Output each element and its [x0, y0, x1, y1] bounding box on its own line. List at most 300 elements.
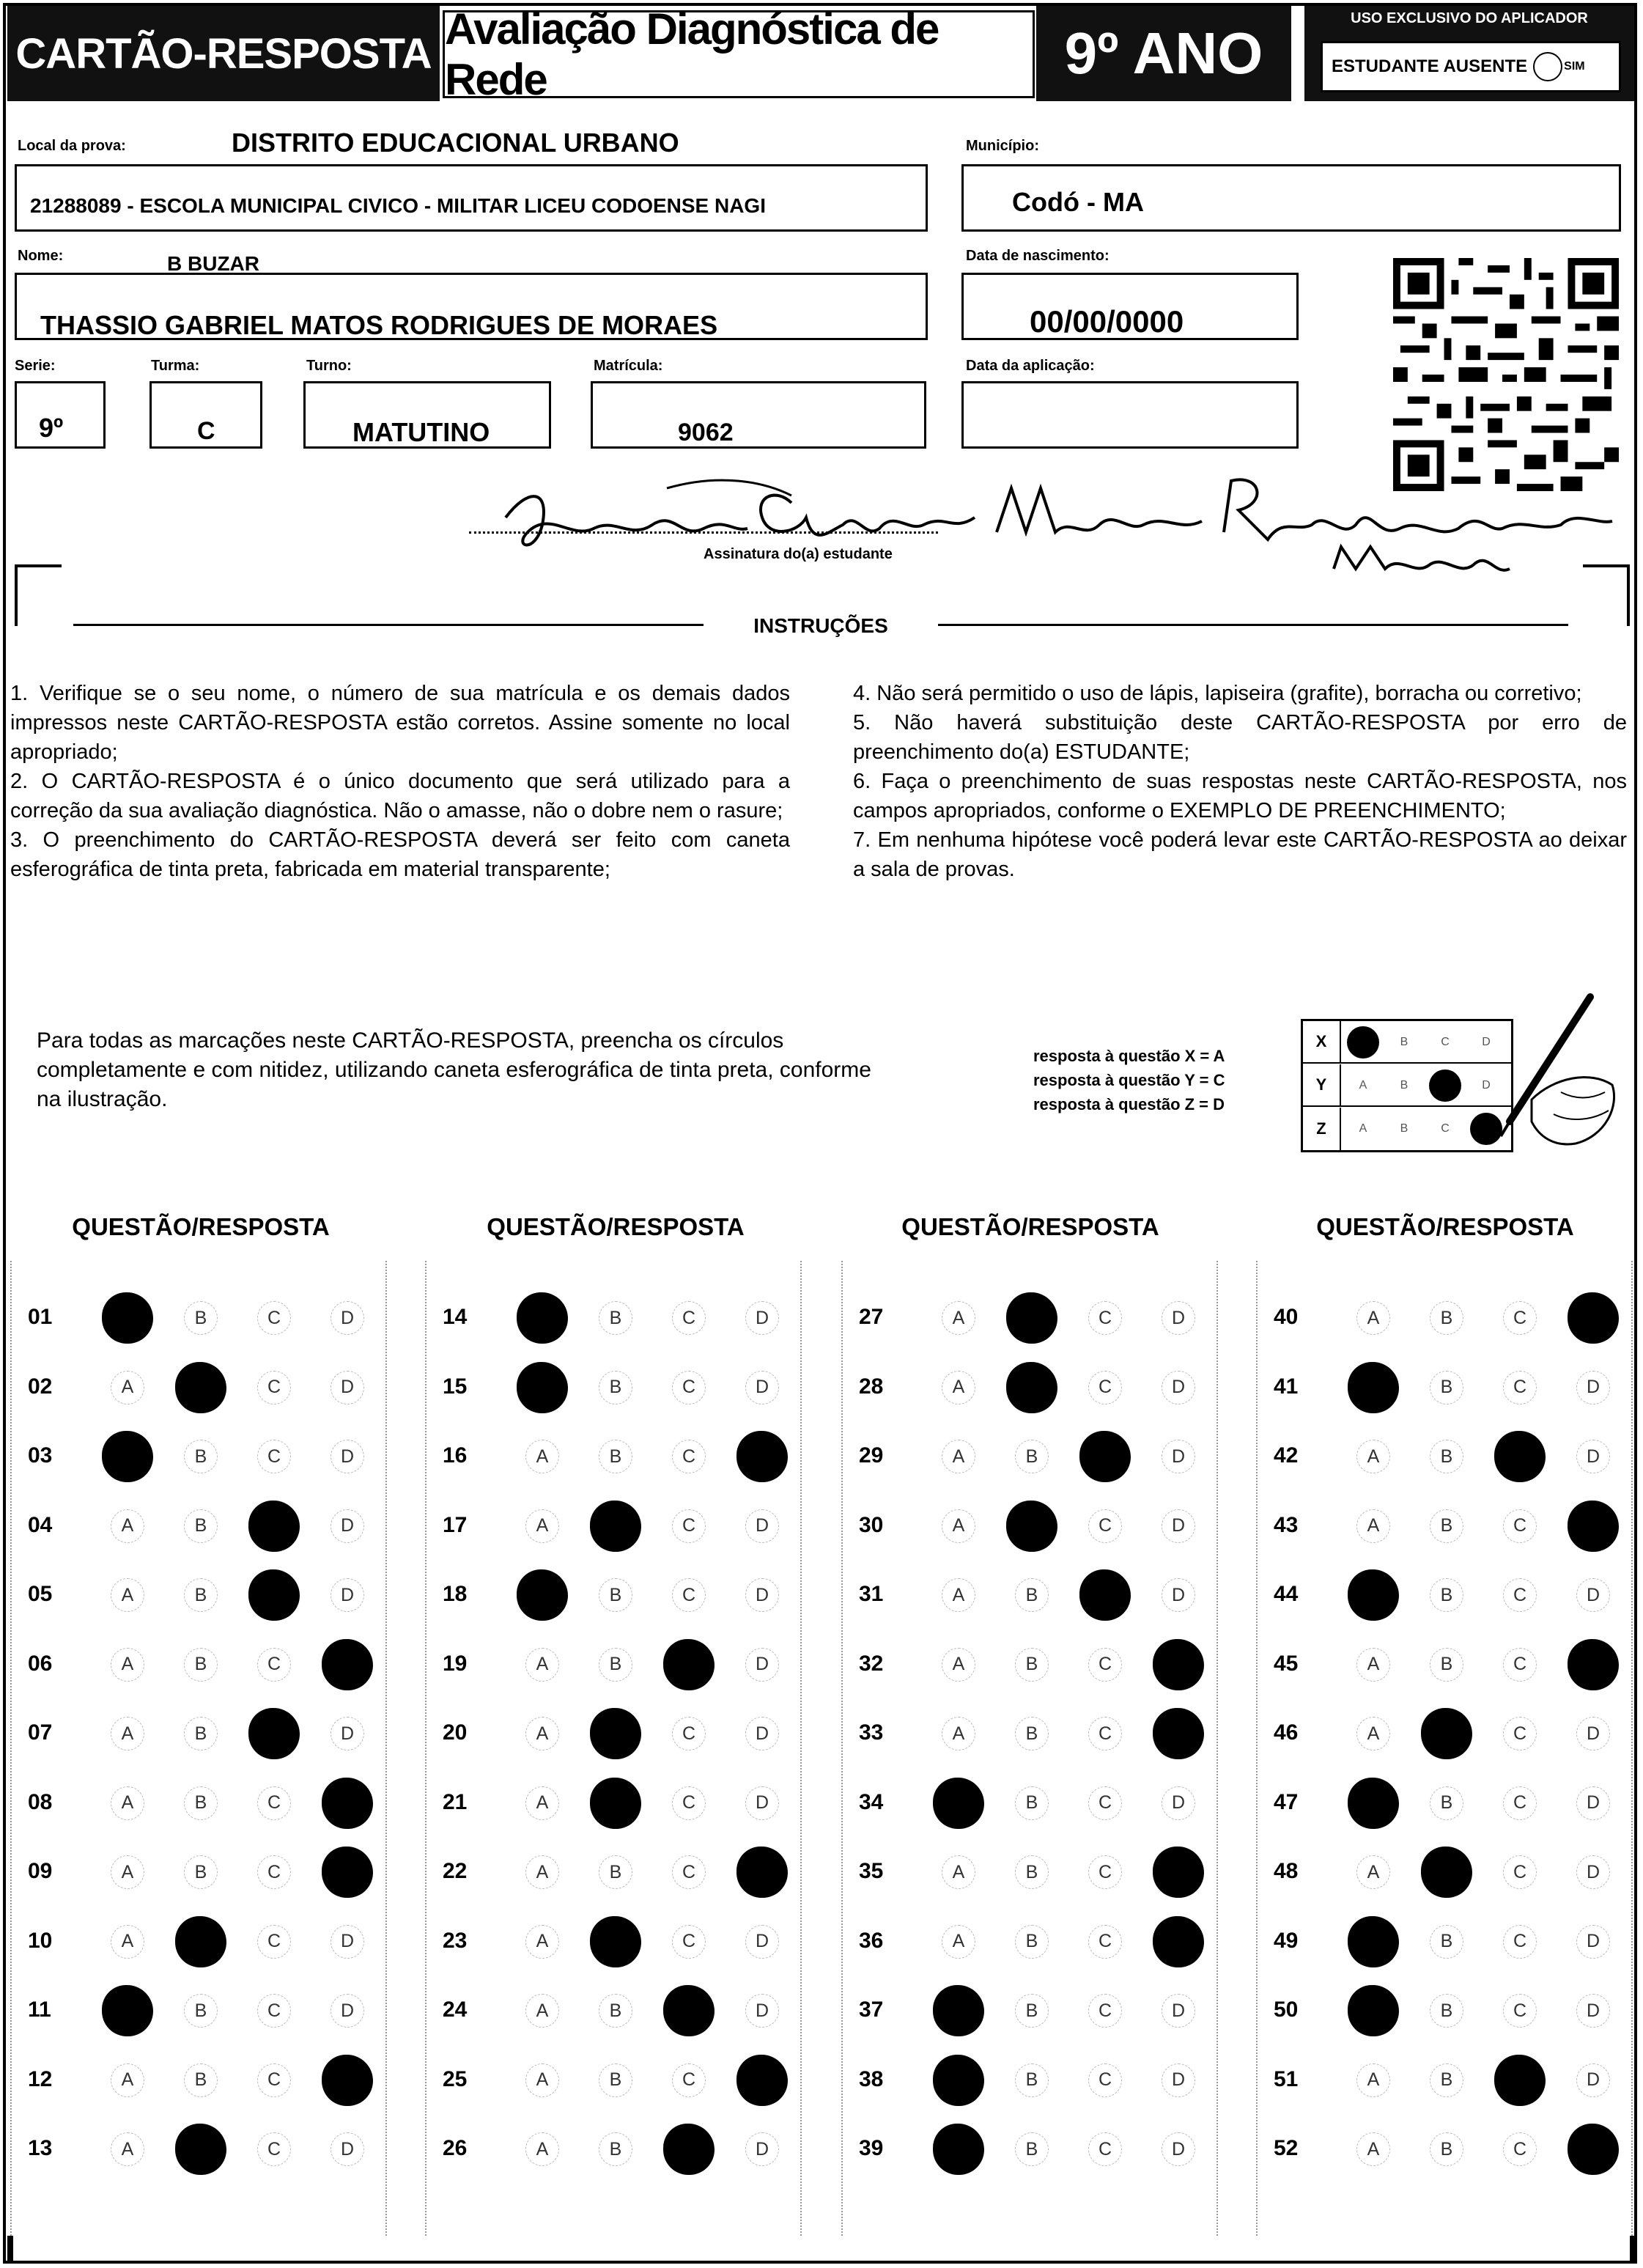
answer-bubble-35-d[interactable]	[1153, 1847, 1204, 1898]
answer-bubble-45-b[interactable]: B	[1430, 1648, 1463, 1682]
answer-bubble-01-a[interactable]	[102, 1292, 153, 1344]
answer-bubble-51-d[interactable]: D	[1576, 2063, 1610, 2097]
answer-bubble-11-b[interactable]: B	[184, 1994, 218, 2028]
answer-bubble-28-d[interactable]: D	[1162, 1371, 1195, 1404]
answer-bubble-15-d[interactable]: D	[745, 1371, 779, 1404]
answer-bubble-30-a[interactable]: A	[942, 1509, 975, 1543]
answer-bubble-50-a[interactable]	[1348, 1985, 1399, 2036]
answer-bubble-49-b[interactable]: B	[1430, 1925, 1463, 1959]
question-number: 43	[1274, 1512, 1299, 1537]
nascimento-box	[961, 273, 1299, 340]
turma-label: Turma:	[151, 358, 200, 374]
answer-bubble-32-a[interactable]: A	[942, 1648, 975, 1682]
answer-bubble-22-c[interactable]: C	[672, 1855, 706, 1889]
question-number: 41	[1274, 1374, 1299, 1399]
answer-bubble-28-c[interactable]: C	[1088, 1371, 1122, 1404]
answer-bubble-34-b[interactable]: B	[1015, 1786, 1049, 1820]
answer-bubble-52-a[interactable]: A	[1356, 2132, 1390, 2166]
answer-bubble-34-d[interactable]: D	[1162, 1786, 1195, 1820]
answer-bubble-37-a[interactable]	[933, 1985, 984, 2036]
answer-bubble-28-b[interactable]	[1006, 1362, 1057, 1413]
answer-bubble-49-c[interactable]: C	[1503, 1925, 1537, 1959]
question-number: 33	[859, 1720, 884, 1745]
answer-bubble-21-b[interactable]	[590, 1778, 641, 1829]
answer-bubble-45-a[interactable]: A	[1356, 1648, 1390, 1682]
question-number: 03	[28, 1443, 53, 1468]
answer-bubble-29-a[interactable]: A	[942, 1440, 975, 1473]
frame-corner-right	[1583, 564, 1630, 626]
answer-bubble-27-c[interactable]: C	[1088, 1301, 1122, 1335]
answer-bubble-46-c[interactable]: C	[1503, 1717, 1537, 1750]
answer-bubble-03-a[interactable]	[102, 1431, 153, 1482]
question-number: 13	[28, 2136, 53, 2160]
example-legend-x: resposta à questão X = A	[1033, 1047, 1225, 1065]
answer-bubble-52-c[interactable]: C	[1503, 2132, 1537, 2166]
answer-bubble-10-b[interactable]	[175, 1916, 226, 1967]
answer-bubble-06-c[interactable]: C	[257, 1648, 291, 1682]
answer-bubble-11-a[interactable]	[102, 1985, 153, 2036]
answer-bubble-09-c[interactable]: C	[257, 1855, 291, 1889]
question-number: 17	[443, 1512, 468, 1537]
answer-bubble-35-c[interactable]: C	[1088, 1855, 1122, 1889]
answer-bubble-44-a[interactable]	[1348, 1569, 1399, 1621]
instructions-right	[853, 679, 1627, 884]
answer-bubble-12-c[interactable]: C	[257, 2063, 291, 2097]
answer-bubble-19-b[interactable]: B	[599, 1648, 632, 1682]
answer-bubble-43-b[interactable]: B	[1430, 1509, 1463, 1543]
answer-bubble-25-b[interactable]: B	[599, 2063, 632, 2097]
question-number: 22	[443, 1859, 468, 1883]
question-number: 11	[28, 1998, 51, 2022]
nascimento-label: Data de nascimento:	[966, 248, 1110, 264]
answer-bubble-39-d[interactable]: D	[1162, 2132, 1195, 2166]
answer-bubble-25-c[interactable]: C	[672, 2063, 706, 2097]
answer-bubble-43-d[interactable]	[1568, 1501, 1619, 1552]
answer-bubble-15-a[interactable]	[517, 1362, 568, 1413]
question-number: 12	[28, 2066, 53, 2091]
question-number: 28	[859, 1374, 884, 1399]
municipio-label: Município:	[966, 138, 1039, 154]
answer-bubble-19-d[interactable]: D	[745, 1648, 779, 1682]
answer-bubble-51-b[interactable]: B	[1430, 2063, 1463, 2097]
question-number: 01	[28, 1305, 53, 1329]
answer-bubble-26-a[interactable]: A	[525, 2132, 559, 2166]
answer-bubble-01-b[interactable]: B	[184, 1301, 218, 1335]
absent-bubble[interactable]	[1533, 52, 1562, 81]
question-number: 49	[1274, 1928, 1299, 1953]
answer-bubble-24-b[interactable]: B	[599, 1994, 632, 2028]
answer-bubble-50-c[interactable]: C	[1503, 1994, 1537, 2028]
instruction-1: 1. Verifique se o seu nome, o número de sua matrícula e os demais dados impressos neste CARTÃO-RESPOSTA estão corretos. Assine somente no local apropriado;	[10, 682, 790, 764]
answer-bubble-35-a[interactable]: A	[942, 1855, 975, 1889]
column-title: QUESTÃO/RESPOSTA	[1316, 1213, 1574, 1240]
answer-bubble-33-b[interactable]: B	[1015, 1717, 1049, 1750]
answer-bubble-42-b[interactable]: B	[1430, 1440, 1463, 1473]
answer-bubble-24-c[interactable]	[663, 1985, 715, 2036]
question-number: 50	[1274, 1998, 1299, 2022]
answer-bubble-10-a[interactable]: A	[111, 1925, 144, 1959]
answer-bubble-16-c[interactable]: C	[672, 1440, 706, 1473]
absent-field	[1321, 41, 1621, 92]
answer-bubble-12-d[interactable]	[322, 2055, 373, 2106]
answer-bubble-46-d[interactable]: D	[1576, 1717, 1610, 1750]
answer-bubble-31-b[interactable]: B	[1015, 1578, 1049, 1612]
question-number: 52	[1274, 2136, 1299, 2160]
answer-bubble-19-a[interactable]: A	[525, 1648, 559, 1682]
answer-bubble-16-b[interactable]: B	[599, 1440, 632, 1473]
answer-bubble-13-a[interactable]: A	[111, 2132, 144, 2166]
answer-bubble-41-b[interactable]: B	[1430, 1371, 1463, 1404]
answer-bubble-13-b[interactable]	[175, 2124, 226, 2175]
example-bubble-c: C	[1441, 1036, 1450, 1048]
corner-mark-left	[7, 2236, 13, 2261]
answer-bubble-10-d[interactable]: D	[331, 1925, 364, 1959]
answer-bubble-23-d[interactable]: D	[745, 1925, 779, 1959]
instructions-title: INSTRUÇÕES	[753, 614, 888, 637]
answer-bubble-36-d[interactable]	[1153, 1916, 1204, 1967]
answer-bubble-08-c[interactable]: C	[257, 1786, 291, 1820]
answer-bubble-22-d[interactable]	[736, 1847, 788, 1898]
answer-bubble-03-d[interactable]: D	[331, 1440, 364, 1473]
answer-bubble-05-d[interactable]: D	[331, 1578, 364, 1612]
example-bubble-a: A	[1359, 1122, 1367, 1135]
answer-bubble-48-a[interactable]: A	[1356, 1855, 1390, 1889]
answer-bubble-25-d[interactable]	[736, 2055, 788, 2106]
column-title: QUESTÃO/RESPOSTA	[901, 1213, 1159, 1240]
answer-bubble-34-a[interactable]	[933, 1778, 984, 1829]
answer-bubble-02-d[interactable]: D	[331, 1371, 364, 1404]
answer-bubble-36-a[interactable]: A	[942, 1925, 975, 1959]
answer-bubble-10-c[interactable]: C	[257, 1925, 291, 1959]
answer-bubble-13-d[interactable]: D	[331, 2132, 364, 2166]
question-number: 23	[443, 1928, 468, 1953]
answer-bubble-28-a[interactable]: A	[942, 1371, 975, 1404]
local-value: DISTRITO EDUCACIONAL URBANO	[232, 128, 679, 158]
aplicacao-label: Data da aplicação:	[966, 358, 1095, 374]
answer-bubble-49-d[interactable]: D	[1576, 1925, 1610, 1959]
answer-bubble-48-d[interactable]: D	[1576, 1855, 1610, 1889]
question-number: 38	[859, 2066, 884, 2091]
column-title: QUESTÃO/RESPOSTA	[72, 1213, 330, 1240]
corner-mark-right	[1630, 2236, 1636, 2261]
answer-bubble-14-a[interactable]	[517, 1292, 568, 1344]
answer-bubble-18-a[interactable]	[517, 1569, 568, 1621]
answer-bubble-35-b[interactable]: B	[1015, 1855, 1049, 1889]
answer-bubble-51-a[interactable]: A	[1356, 2063, 1390, 2097]
nascimento-value: 00/00/0000	[1030, 304, 1184, 339]
example-legend	[1033, 1044, 1225, 1116]
answer-bubble-24-a[interactable]: A	[525, 1994, 559, 2028]
school-value: 21288089 - ESCOLA MUNICIPAL CIVICO - MILITAR LICEU CODOENSE NAGI	[30, 194, 766, 217]
answer-bubble-48-b[interactable]	[1421, 1847, 1472, 1898]
instructions-left	[10, 679, 790, 884]
answer-bubble-17-c[interactable]: C	[672, 1509, 706, 1543]
instruction-7: 7. Em nenhuma hipótese você poderá levar este CARTÃO-RESPOSTA ao deixar a sala de provas.	[853, 828, 1627, 881]
answer-bubble-33-a[interactable]: A	[942, 1717, 975, 1750]
answer-bubble-31-d[interactable]: D	[1162, 1578, 1195, 1612]
answer-bubble-37-d[interactable]: D	[1162, 1994, 1195, 2028]
absent-label: ESTUDANTE AUSENTE	[1332, 56, 1528, 76]
question-number: 46	[1274, 1720, 1299, 1745]
answer-bubble-45-c[interactable]: C	[1503, 1648, 1537, 1682]
answer-bubble-02-c[interactable]: C	[257, 1371, 291, 1404]
example-key: X	[1303, 1021, 1341, 1062]
answer-bubble-07-d[interactable]: D	[331, 1717, 364, 1750]
question-number: 15	[443, 1374, 468, 1399]
example-bubble-d: D	[1482, 1036, 1491, 1048]
question-number: 02	[28, 1374, 53, 1399]
answer-bubble-38-b[interactable]: B	[1015, 2063, 1049, 2097]
answer-bubble-20-d[interactable]: D	[745, 1717, 779, 1750]
school-box	[15, 164, 928, 232]
answer-bubble-07-c[interactable]	[248, 1708, 300, 1759]
question-number: 27	[859, 1305, 884, 1329]
answer-bubble-40-d[interactable]	[1568, 1292, 1619, 1344]
answer-bubble-38-d[interactable]: D	[1162, 2063, 1195, 2097]
instructions-rule-right	[938, 624, 1568, 626]
answer-bubble-41-d[interactable]: D	[1576, 1371, 1610, 1404]
answer-bubble-14-b[interactable]: B	[599, 1301, 632, 1335]
answer-bubble-43-c[interactable]: C	[1503, 1509, 1537, 1543]
answer-bubble-01-d[interactable]: D	[331, 1301, 364, 1335]
answer-bubble-20-b[interactable]	[590, 1708, 641, 1759]
question-number: 34	[859, 1789, 884, 1814]
answer-bubble-18-b[interactable]: B	[599, 1578, 632, 1612]
answer-bubble-09-a[interactable]: A	[111, 1855, 144, 1889]
qr-code-icon	[1392, 258, 1620, 491]
municipio-value: Codó - MA	[1012, 187, 1144, 217]
answer-bubble-45-d[interactable]	[1568, 1639, 1619, 1690]
answer-bubble-50-b[interactable]: B	[1430, 1994, 1463, 2028]
pen-hand-icon	[1480, 990, 1627, 1166]
answer-bubble-40-b[interactable]: B	[1430, 1301, 1463, 1335]
answer-bubble-29-b[interactable]: B	[1015, 1440, 1049, 1473]
answer-bubble-01-c[interactable]: C	[257, 1301, 291, 1335]
answer-bubble-17-a[interactable]: A	[525, 1509, 559, 1543]
answer-bubble-05-a[interactable]: A	[111, 1578, 144, 1612]
local-label: Local da prova:	[18, 138, 126, 154]
answer-bubble-43-a[interactable]: A	[1356, 1509, 1390, 1543]
answer-bubble-26-b[interactable]: B	[599, 2132, 632, 2166]
answer-bubble-52-b[interactable]: B	[1430, 2132, 1463, 2166]
answer-bubble-50-d[interactable]: D	[1576, 1994, 1610, 2028]
question-number: 35	[859, 1859, 884, 1883]
answer-bubble-27-a[interactable]: A	[942, 1301, 975, 1335]
answer-bubble-04-c[interactable]	[248, 1501, 300, 1552]
answer-bubble-29-c[interactable]	[1079, 1431, 1131, 1482]
answer-bubble-24-d[interactable]: D	[745, 1994, 779, 2028]
answer-bubble-12-b[interactable]: B	[184, 2063, 218, 2097]
question-number: 25	[443, 2066, 468, 2091]
question-number: 48	[1274, 1859, 1299, 1883]
question-number: 44	[1274, 1582, 1299, 1606]
answer-bubble-19-c[interactable]	[663, 1639, 715, 1690]
answer-bubble-39-b[interactable]: B	[1015, 2132, 1049, 2166]
answer-bubble-02-a[interactable]: A	[111, 1371, 144, 1404]
example-legend-y: resposta à questão Y = C	[1033, 1071, 1225, 1089]
answer-bubble-42-c[interactable]	[1494, 1431, 1546, 1482]
answer-bubble-46-a[interactable]: A	[1356, 1717, 1390, 1750]
answer-bubble-22-b[interactable]: B	[599, 1855, 632, 1889]
answer-bubble-31-a[interactable]: A	[942, 1578, 975, 1612]
answer-bubble-20-c[interactable]: C	[672, 1717, 706, 1750]
matricula-box	[591, 381, 926, 449]
answer-bubble-05-b[interactable]: B	[184, 1578, 218, 1612]
applicator-box	[1304, 6, 1634, 101]
matricula-label: Matrícula:	[594, 358, 663, 374]
answer-bubble-09-b[interactable]: B	[184, 1855, 218, 1889]
answer-bubble-02-b[interactable]	[175, 1362, 226, 1413]
answer-bubble-09-d[interactable]	[322, 1847, 373, 1898]
answer-bubble-44-c[interactable]: C	[1503, 1578, 1537, 1612]
answer-bubble-23-a[interactable]: A	[525, 1925, 559, 1959]
answer-bubble-33-c[interactable]: C	[1088, 1717, 1122, 1750]
answer-bubble-40-a[interactable]: A	[1356, 1301, 1390, 1335]
answer-bubble-32-b[interactable]: B	[1015, 1648, 1049, 1682]
answer-bubble-14-c[interactable]: C	[672, 1301, 706, 1335]
answer-bubble-41-c[interactable]: C	[1503, 1371, 1537, 1404]
answer-bubble-18-c[interactable]: C	[672, 1578, 706, 1612]
answer-bubble-37-b[interactable]: B	[1015, 1994, 1049, 2028]
serie-box	[15, 381, 106, 449]
answer-bubble-16-a[interactable]: A	[525, 1440, 559, 1473]
signature-label: Assinatura do(a) estudante	[704, 546, 893, 562]
answer-bubble-42-d[interactable]: D	[1576, 1440, 1610, 1473]
answer-bubble-21-a[interactable]: A	[525, 1786, 559, 1820]
answer-bubble-52-d[interactable]	[1568, 2124, 1619, 2175]
answer-bubble-40-c[interactable]: C	[1503, 1301, 1537, 1335]
answer-bubble-44-b[interactable]: B	[1430, 1578, 1463, 1612]
instructions-rule-left	[73, 624, 704, 626]
answer-bubble-25-a[interactable]: A	[525, 2063, 559, 2097]
answer-bubble-31-c[interactable]	[1079, 1569, 1131, 1621]
student-signature	[484, 459, 1627, 598]
answer-bubble-47-d[interactable]: D	[1576, 1786, 1610, 1820]
answer-bubble-15-c[interactable]: C	[672, 1371, 706, 1404]
answer-bubble-27-d[interactable]: D	[1162, 1301, 1195, 1335]
answer-bubble-04-b[interactable]: B	[184, 1509, 218, 1543]
answer-bubble-18-d[interactable]: D	[745, 1578, 779, 1612]
answer-bubble-03-c[interactable]: C	[257, 1440, 291, 1473]
example-bubble-d: D	[1482, 1079, 1491, 1091]
example-bubble-b: B	[1400, 1122, 1408, 1135]
question-number: 37	[859, 1998, 884, 2022]
answer-bubble-32-c[interactable]: C	[1088, 1648, 1122, 1682]
answer-bubble-29-d[interactable]: D	[1162, 1440, 1195, 1473]
answer-bubble-26-d[interactable]: D	[745, 2132, 779, 2166]
answer-bubble-06-b[interactable]: B	[184, 1648, 218, 1682]
question-number: 14	[443, 1305, 468, 1329]
turno-value: MATUTINO	[352, 417, 490, 447]
answer-bubble-26-c[interactable]	[663, 2124, 715, 2175]
answer-bubble-47-a[interactable]	[1348, 1778, 1399, 1829]
answer-bubble-07-b[interactable]: B	[184, 1717, 218, 1750]
answer-bubble-13-c[interactable]: C	[257, 2132, 291, 2166]
answer-bubble-44-d[interactable]: D	[1576, 1578, 1610, 1612]
instruction-4: 4. Não será permitido o uso de lápis, lapiseira (grafite), borracha ou corretivo;	[853, 682, 1582, 705]
answer-bubble-49-a[interactable]	[1348, 1916, 1399, 1967]
answer-bubble-16-d[interactable]	[736, 1431, 788, 1482]
question-number: 32	[859, 1651, 884, 1676]
answer-bubble-39-c[interactable]: C	[1088, 2132, 1122, 2166]
answer-bubble-22-a[interactable]: A	[525, 1855, 559, 1889]
answer-bubble-21-c[interactable]: C	[672, 1786, 706, 1820]
answer-bubble-04-a[interactable]: A	[111, 1509, 144, 1543]
answer-bubble-08-d[interactable]	[322, 1778, 373, 1829]
answer-bubble-38-c[interactable]: C	[1088, 2063, 1122, 2097]
serie-value: 9º	[39, 413, 64, 443]
answer-bubble-36-b[interactable]: B	[1015, 1925, 1049, 1959]
question-number: 42	[1274, 1443, 1299, 1468]
answer-bubble-27-b[interactable]	[1006, 1292, 1057, 1344]
answer-bubble-46-b[interactable]	[1421, 1708, 1472, 1759]
answer-bubble-06-a[interactable]: A	[111, 1648, 144, 1682]
fill-instructions: Para todas as marcações neste CARTÃO-RESPOSTA, preencha os círculos completamente e com nitidez, utilizando caneta esferográfica de tinta preta, conforme na ilustração.	[37, 1028, 871, 1111]
turma-value: C	[197, 417, 215, 445]
answer-bubble-08-a[interactable]: A	[111, 1786, 144, 1820]
answer-bubble-17-b[interactable]	[590, 1501, 641, 1552]
example-bubble-c: C	[1441, 1122, 1450, 1135]
instruction-2: 2. O CARTÃO-RESPOSTA é o único documento que será utilizado para a correção da sua avaliação diagnóstica. Não o amasse, não o dobre nem o rasure;	[10, 770, 790, 822]
answer-bubble-12-a[interactable]: A	[111, 2063, 144, 2097]
answer-bubble-05-c[interactable]	[248, 1569, 300, 1621]
exclusive-use-label: USO EXCLUSIVO DO APLICADOR	[1351, 10, 1588, 26]
question-number: 21	[443, 1789, 468, 1814]
example-legend-z: resposta à questão Z = D	[1033, 1095, 1225, 1113]
answer-bubble-23-b[interactable]	[590, 1916, 641, 1967]
instruction-6: 6. Faça o preenchimento de suas respostas neste CARTÃO-RESPOSTA, nos campos apropriados, conforme o EXEMPLO DE PREENCHIMENTO;	[853, 770, 1627, 822]
question-number: 47	[1274, 1789, 1299, 1814]
answer-bubble-11-d[interactable]: D	[331, 1994, 364, 2028]
answer-bubble-51-c[interactable]	[1494, 2055, 1546, 2106]
answer-bubble-03-b[interactable]: B	[184, 1440, 218, 1473]
question-number: 51	[1274, 2066, 1299, 2091]
answer-bubble-34-c[interactable]: C	[1088, 1786, 1122, 1820]
answer-bubble-30-b[interactable]	[1006, 1501, 1057, 1552]
nome-extra: B BUZAR	[167, 252, 259, 275]
answer-bubble-14-d[interactable]: D	[745, 1301, 779, 1335]
answer-bubble-42-a[interactable]: A	[1356, 1440, 1390, 1473]
answer-bubble-07-a[interactable]: A	[111, 1717, 144, 1750]
answer-bubble-30-d[interactable]: D	[1162, 1509, 1195, 1543]
answer-bubble-17-d[interactable]: D	[745, 1509, 779, 1543]
answer-bubble-04-d[interactable]: D	[331, 1509, 364, 1543]
answer-bubble-11-c[interactable]: C	[257, 1994, 291, 2028]
answer-bubble-47-c[interactable]: C	[1503, 1786, 1537, 1820]
answer-bubble-41-a[interactable]	[1348, 1362, 1399, 1413]
exam-title: Avaliação Diagnóstica de Rede	[443, 10, 1035, 98]
answer-bubble-39-a[interactable]	[933, 2124, 984, 2175]
question-number: 04	[28, 1512, 53, 1537]
answer-bubble-37-c[interactable]: C	[1088, 1994, 1122, 2028]
answer-bubble-38-a[interactable]	[933, 2055, 984, 2106]
answer-bubble-32-d[interactable]	[1153, 1639, 1204, 1690]
answer-bubble-20-a[interactable]: A	[525, 1717, 559, 1750]
card-title: CARTÃO-RESPOSTA	[7, 6, 440, 101]
answer-bubble-23-c[interactable]: C	[672, 1925, 706, 1959]
answer-bubble-15-b[interactable]: B	[599, 1371, 632, 1404]
question-number: 39	[859, 2136, 884, 2160]
answer-bubble-36-c[interactable]: C	[1088, 1925, 1122, 1959]
answer-bubble-30-c[interactable]: C	[1088, 1509, 1122, 1543]
answer-bubble-06-d[interactable]	[322, 1639, 373, 1690]
answer-bubble-33-d[interactable]	[1153, 1708, 1204, 1759]
answer-bubble-47-b[interactable]: B	[1430, 1786, 1463, 1820]
question-number: 19	[443, 1651, 468, 1676]
answer-bubble-21-d[interactable]: D	[745, 1786, 779, 1820]
answer-bubble-48-c[interactable]: C	[1503, 1855, 1537, 1889]
answer-bubble-08-b[interactable]: B	[184, 1786, 218, 1820]
